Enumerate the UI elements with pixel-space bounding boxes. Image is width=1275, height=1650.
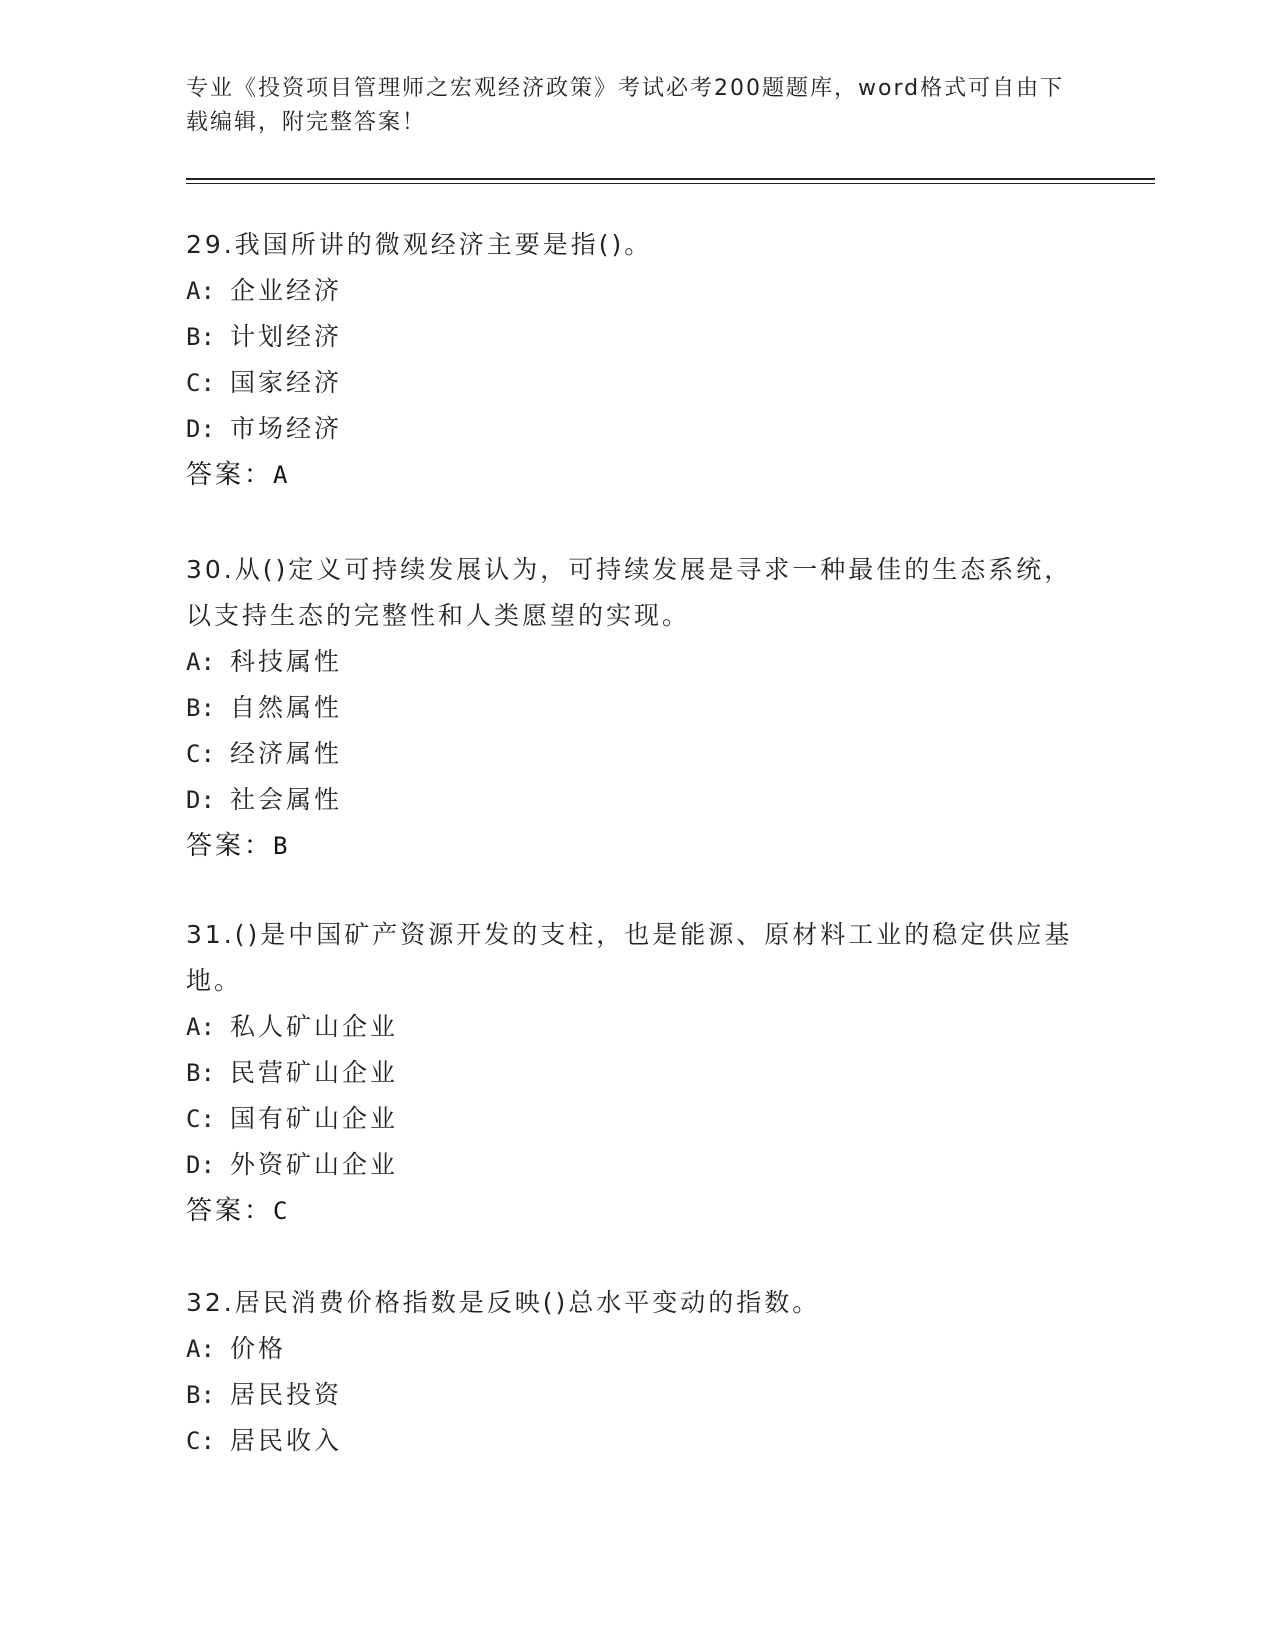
option-text: 计划经济 bbox=[230, 322, 343, 351]
option-text: 价格 bbox=[230, 1334, 287, 1363]
option-a bbox=[186, 268, 1086, 314]
option-b bbox=[186, 314, 1086, 360]
answer-line bbox=[186, 452, 1086, 498]
option-text: 企业经济 bbox=[230, 276, 343, 305]
option-text: 国家经济 bbox=[230, 368, 343, 397]
option-c bbox=[186, 360, 1086, 406]
option-text: 居民投资 bbox=[230, 1380, 343, 1409]
option-letter: A: bbox=[186, 277, 215, 305]
option-b bbox=[186, 1050, 1086, 1096]
option-letter: A: bbox=[186, 1335, 215, 1363]
option-letter: D: bbox=[186, 786, 215, 814]
option-text: 居民收入 bbox=[230, 1426, 343, 1455]
option-c bbox=[186, 1096, 1086, 1142]
answer-label: 答案： bbox=[186, 1196, 274, 1226]
question-stem: 30.从()定义可持续发展认为，可持续发展是寻求一种最佳的生态系统，以支持生态的完整性和人类愿望的实现。 bbox=[186, 555, 1073, 630]
answer-line bbox=[186, 823, 1086, 869]
option-letter: C: bbox=[186, 369, 215, 397]
answer-value: C bbox=[273, 1197, 288, 1225]
option-a bbox=[186, 639, 1086, 685]
option-text: 外资矿山企业 bbox=[230, 1150, 399, 1179]
option-a bbox=[186, 1326, 1086, 1372]
option-text: 私人矿山企业 bbox=[230, 1012, 399, 1041]
document-header: 专业《投资项目管理师之宏观经济政策》考试必考200题题库，word格式可自由下载编辑，附完整答案！ bbox=[186, 76, 1065, 135]
question-stem: 29.我国所讲的微观经济主要是指()。 bbox=[186, 230, 653, 259]
question-stem: 32.居民消费价格指数是反映()总水平变动的指数。 bbox=[186, 1288, 821, 1317]
option-letter: C: bbox=[186, 1427, 215, 1455]
question-30 bbox=[186, 547, 1086, 869]
option-letter: B: bbox=[186, 1381, 215, 1409]
option-b bbox=[186, 1372, 1086, 1418]
option-text: 社会属性 bbox=[230, 785, 343, 814]
option-d bbox=[186, 777, 1086, 823]
option-text: 民营矿山企业 bbox=[230, 1058, 399, 1087]
option-letter: D: bbox=[186, 415, 215, 443]
question-stem: 31.()是中国矿产资源开发的支柱，也是能源、原材料工业的稳定供应基地。 bbox=[186, 920, 1073, 995]
option-text: 自然属性 bbox=[230, 693, 343, 722]
option-letter: C: bbox=[186, 740, 215, 768]
question-29 bbox=[186, 222, 1086, 498]
answer-line bbox=[186, 1188, 1086, 1234]
option-text: 科技属性 bbox=[230, 647, 343, 676]
header-divider-thick bbox=[186, 178, 1155, 180]
header-divider-thin bbox=[186, 183, 1155, 184]
option-c bbox=[186, 731, 1086, 777]
option-c bbox=[186, 1418, 1086, 1464]
option-text: 国有矿山企业 bbox=[230, 1104, 399, 1133]
option-letter: A: bbox=[186, 1013, 215, 1041]
question-32 bbox=[186, 1280, 1086, 1464]
option-d bbox=[186, 1142, 1086, 1188]
option-text: 经济属性 bbox=[230, 739, 343, 768]
question-31 bbox=[186, 912, 1086, 1234]
answer-label: 答案： bbox=[186, 460, 274, 490]
answer-label: 答案： bbox=[186, 831, 274, 861]
option-letter: B: bbox=[186, 323, 215, 351]
option-letter: B: bbox=[186, 1059, 215, 1087]
answer-value: B bbox=[273, 832, 288, 860]
option-b bbox=[186, 685, 1086, 731]
option-letter: C: bbox=[186, 1105, 215, 1133]
option-text: 市场经济 bbox=[230, 414, 343, 443]
option-a bbox=[186, 1004, 1086, 1050]
answer-value: A bbox=[273, 461, 288, 489]
option-letter: D: bbox=[186, 1151, 215, 1179]
option-d bbox=[186, 406, 1086, 452]
option-letter: B: bbox=[186, 694, 215, 722]
option-letter: A: bbox=[186, 648, 215, 676]
